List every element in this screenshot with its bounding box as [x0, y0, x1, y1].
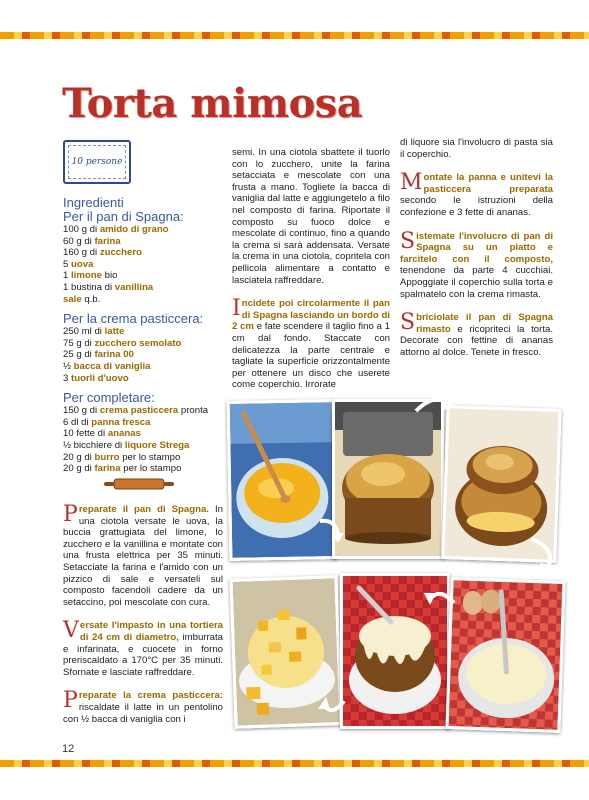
ingredient-pre: 10 fette di — [63, 428, 108, 440]
ingredient-pre: 3 — [63, 372, 72, 384]
ingredient-item — [63, 270, 223, 282]
ingredient-hl: uova — [71, 258, 94, 270]
ingredient-hl: amido di grano — [99, 224, 169, 235]
ingredient-item — [63, 417, 223, 429]
page-title: Torta mimosa — [62, 80, 363, 127]
drop-cap: M — [400, 170, 423, 196]
ingredients-column — [63, 196, 223, 475]
ingredient-pre: ½ bicchiere di — [63, 439, 125, 451]
ingredients-heading: Ingredienti — [63, 195, 124, 210]
photo-sponge-cake — [332, 399, 444, 559]
ingredient-item — [63, 405, 223, 417]
servings-badge — [63, 140, 131, 184]
right-paragraph-1: di liquore sia l'involucro di pasta sia il coperchio. — [400, 137, 553, 160]
step-text: e fate scendere il taglio fino a 1 cm dal fondo. Staccate con delicatezza la parte centrale e tagliate la superficie orizzontalmente per ottenere un disco che userete come coperchio. Irrorate — [232, 321, 391, 391]
ingredient-item — [63, 259, 223, 271]
step-lead: briciolate il pan di Spagna rimasto — [416, 312, 553, 335]
ingredient-hl: farina — [94, 235, 121, 247]
ingredient-pre: 20 g di — [63, 463, 95, 475]
completare-list — [63, 405, 223, 475]
arrow-right-icon — [316, 515, 346, 545]
photo-cream-mix — [445, 577, 565, 733]
ingredient-pre: 1 — [63, 270, 72, 282]
ingredient-item — [63, 338, 223, 350]
drop-cap: I — [232, 296, 241, 322]
ingredient-item — [63, 361, 223, 373]
steps-column — [63, 504, 223, 725]
ingredient-pre: 5 — [63, 258, 72, 270]
right-paragraph-2 — [400, 172, 553, 218]
ingredient-pre: 100 g di — [63, 224, 100, 235]
ingredient-hl: tuorli d'uovo — [71, 372, 129, 384]
ingredient-item — [63, 463, 223, 475]
ingredient-post: pronta — [178, 405, 209, 417]
ingredient-item — [63, 236, 223, 248]
step-text: In una ciotola versate le uova, la buccia grattugiata del limone, lo zucchero e la vanillina e montate con una frusta elettrica per 35 minuti. Setacciate la farina e l'amido con un pizzico di sale e versateli sul composto facendoli cadere da un setaccino, poi mescolate con cura. — [63, 504, 223, 608]
step-text: e ricopriteci la torta. Decorate con fettine di ananas attorno al dolce. Tenete in fresco. — [400, 323, 553, 358]
ingredient-hl: ananas — [107, 428, 141, 440]
drop-cap: V — [63, 618, 79, 644]
pan-di-spagna-heading: Per il pan di Spagna: — [63, 209, 184, 224]
ingredient-post: q.b. — [81, 293, 101, 305]
ingredient-pre: 250 ml di — [63, 326, 105, 338]
ingredient-pre: 60 g di — [63, 235, 95, 247]
servings-label: 10 persone — [71, 157, 123, 167]
step-1 — [63, 504, 223, 608]
ingredient-hl: crema pasticcera — [99, 405, 179, 417]
ingredient-item — [63, 247, 223, 259]
ingredient-pre: 1 bustina di — [63, 281, 115, 293]
arrow-left-icon — [424, 585, 458, 609]
pan-di-spagna-list — [63, 224, 223, 305]
drop-cap: P — [63, 502, 78, 527]
ingredient-hl: panna fresca — [91, 416, 151, 428]
ingredient-pre: 75 g di — [63, 337, 95, 349]
ingredient-pre: 20 g di — [63, 451, 95, 463]
step-lead: reparate il pan di Spagna. — [78, 504, 209, 515]
ingredient-post: per lo stampo — [119, 451, 181, 463]
page-number: 12 — [62, 743, 75, 755]
step-text: riscaldate il latte in un pentolino con ½ bacca di vaniglia con i — [63, 701, 223, 725]
bottom-stripe — [0, 760, 589, 767]
arrow-down-icon — [526, 535, 560, 575]
step-text: secondo le istruzioni della confezione e 3 fette di ananas. — [400, 195, 553, 218]
drop-cap: S — [400, 228, 416, 254]
ingredient-item — [63, 349, 223, 361]
ingredient-hl: limone — [71, 270, 102, 282]
ingredient-hl: latte — [104, 326, 125, 338]
crema-heading: Per la crema pasticcera: — [63, 311, 204, 327]
ingredient-item — [63, 294, 223, 306]
ingredient-post: bio — [101, 270, 118, 282]
step-text: imburrata e infarinata, e cuocete in forno preriscaldato a 170°C per 35 minuti. Sfornate e lasciate raffreddare. — [63, 631, 224, 678]
ingredient-hl: farina — [94, 463, 121, 475]
middle-column — [232, 147, 390, 391]
ingredient-hl: liquore Strega — [124, 439, 190, 451]
ingredient-item — [63, 440, 223, 452]
step-lead: reparate la crema pasticcera: — [78, 690, 223, 702]
completare-heading: Per completare: — [63, 390, 155, 406]
ingredient-item — [63, 452, 223, 464]
step-lead: ersate l'impasto in una tortiera di 24 cm di diametro, — [79, 620, 223, 643]
crema-list — [63, 326, 223, 384]
step-lead: ontate la panna e unitevi la pasticcera preparata — [423, 172, 553, 195]
middle-paragraph-2 — [232, 298, 390, 391]
ingredient-pre: ½ — [63, 360, 74, 372]
right-column — [400, 137, 553, 359]
ingredient-pre: 6 dl di — [63, 416, 92, 428]
ingredient-hl: sale — [63, 293, 82, 305]
ingredient-pre: 150 g di — [63, 405, 100, 417]
ingredient-item — [63, 373, 223, 385]
step-3 — [63, 690, 223, 725]
step-lead: ncidete poi circolarmente il pan di Spagna lasciando un bordo di 2 cm — [232, 298, 390, 333]
step-lead: istemate l'involucro di pan di Spagna su un piatto e farcitelo con il composto, — [400, 230, 553, 265]
ingredient-item — [63, 428, 223, 440]
photo-collage — [226, 395, 566, 750]
ingredient-hl: farina 00 — [94, 349, 134, 361]
right-paragraph-4 — [400, 312, 553, 358]
right-paragraph-3 — [400, 228, 553, 301]
rolling-pin-icon — [104, 478, 174, 490]
drop-cap: S — [400, 310, 416, 336]
ingredient-item — [63, 282, 223, 294]
ingredient-hl: zucchero — [99, 247, 142, 259]
arrow-left-icon — [318, 695, 348, 721]
ingredient-pre: 25 g di — [63, 349, 95, 361]
ingredient-item — [63, 326, 223, 338]
drop-cap: P — [63, 688, 78, 714]
ingredient-hl: vanillina — [114, 281, 154, 293]
arrow-right-icon — [412, 391, 456, 417]
ingredient-item — [63, 224, 223, 236]
ingredient-hl: zucchero semolato — [94, 337, 182, 349]
middle-paragraph-1: semi. In una ciotola sbattete il tuorlo con lo zucchero, unite la farina setacciata e mescolate con una frusta a mano. Togliete la bacca di vaniglia dal latte e aggiungetelo a filo nel composto di farina. Riportate il composto su fuoco dolce e mescolate di continuo, fino a quando la crema si sarà addensata. Versate la crema in una ciotola, copritela con pellicola alimentare a contatto e lasciatela raffreddare. — [232, 147, 390, 286]
ingredient-hl: burro — [94, 451, 120, 463]
ingredient-pre: 160 g di — [63, 247, 100, 259]
step-text: tenendone da parte 4 cucchiai. Appoggiate il coperchio sulla torta e spalmatelo con la crema rimasta. — [400, 265, 553, 300]
top-stripe — [0, 32, 589, 39]
ingredient-post: per lo stampo — [120, 463, 182, 475]
ingredient-hl: bacca di vaniglia — [73, 360, 151, 372]
step-2 — [63, 620, 223, 678]
